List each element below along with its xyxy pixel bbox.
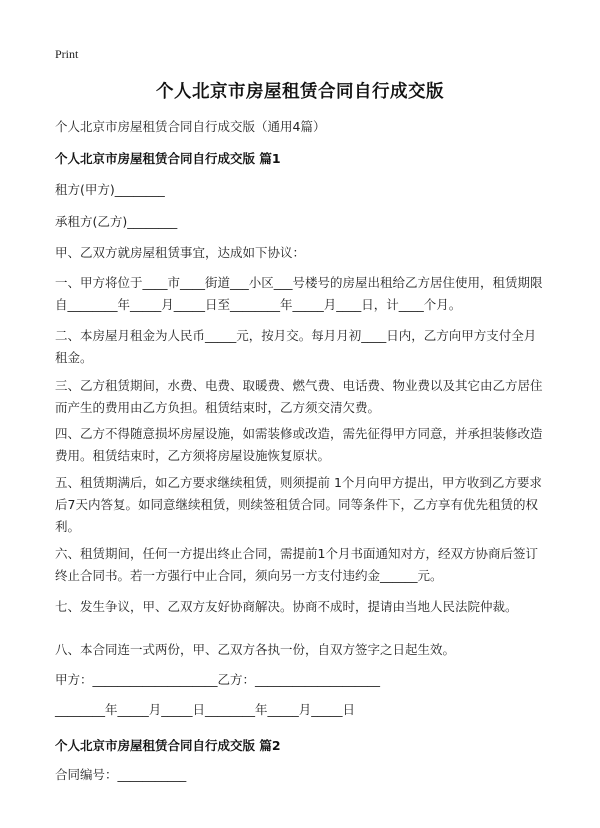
clause-8: 八、本合同连一式两份，甲、乙双方各执一份，自双方签字之日起生效。 [55, 642, 456, 657]
clause-1: 一、甲方将位于____市____街道___小区___号楼号的房屋出租给乙方居住使用，租赁期限自________年_____月_____日至________年_____月____日，计____个月。 [55, 275, 543, 312]
clause-2: 二、本房屋月租金为人民币_____元，按月交。每月月初____日内，乙方向甲方支付全月租金。 [55, 328, 537, 365]
section-2-heading: 个人北京市房屋租赁合同自行成交版 篇2 [55, 738, 281, 753]
clause-4: 四、乙方不得随意损坏房屋设施，如需装修或改造，需先征得甲方同意，并承担装修改造费用。租赁结束时，乙方须将房屋设施恢复原状。 [55, 426, 543, 463]
clause-7: 七、发生争议，甲、乙双方友好协商解决。协商不成时，提请由当地人民法院仲裁。 [55, 599, 518, 614]
lessor-field: 租方(甲方)________ [55, 182, 165, 197]
clause-3: 三、乙方租赁期间，水费、电费、取暖费、燃气费、电话费、物业费以及其它由乙方居住而产生的费用由乙方负担。租赁结束时，乙方须交清欠费。 [55, 378, 543, 415]
clause-6: 六、租赁期间，任何一方提出终止合同，需提前1个月书面通知对方，经双方协商后签订终止合同书。若一方强行中止合同，须向另一方支付违约金______元。 [55, 546, 538, 583]
signature-line: 甲方：____________________乙方：____________________ [55, 672, 381, 687]
contract-number-field: 合同编号：___________ [55, 767, 187, 782]
lessee-field: 承租方(乙方)________ [55, 214, 178, 229]
date-line: ________年_____月_____日________年_____月_____日 [55, 702, 356, 717]
section-1-heading: 个人北京市房屋租赁合同自行成交版 篇1 [55, 151, 281, 166]
clause-5: 五、租赁期满后，如乙方要求继续租赁，则须提前 1个月向甲方提出，甲方收到乙方要求后7天内答复。如同意继续租赁，则续签租赁合同。同等条件下，乙方享有优先租赁的权利。 [55, 475, 542, 534]
document-title: 个人北京市房屋租赁合同自行成交版 [156, 82, 444, 102]
intro-paragraph: 甲、乙双方就房屋租赁事宜，达成如下协议： [55, 245, 306, 260]
document-subtitle: 个人北京市房屋租赁合同自行成交版（通用4篇） [55, 119, 326, 134]
print-link[interactable]: Print [55, 47, 79, 61]
